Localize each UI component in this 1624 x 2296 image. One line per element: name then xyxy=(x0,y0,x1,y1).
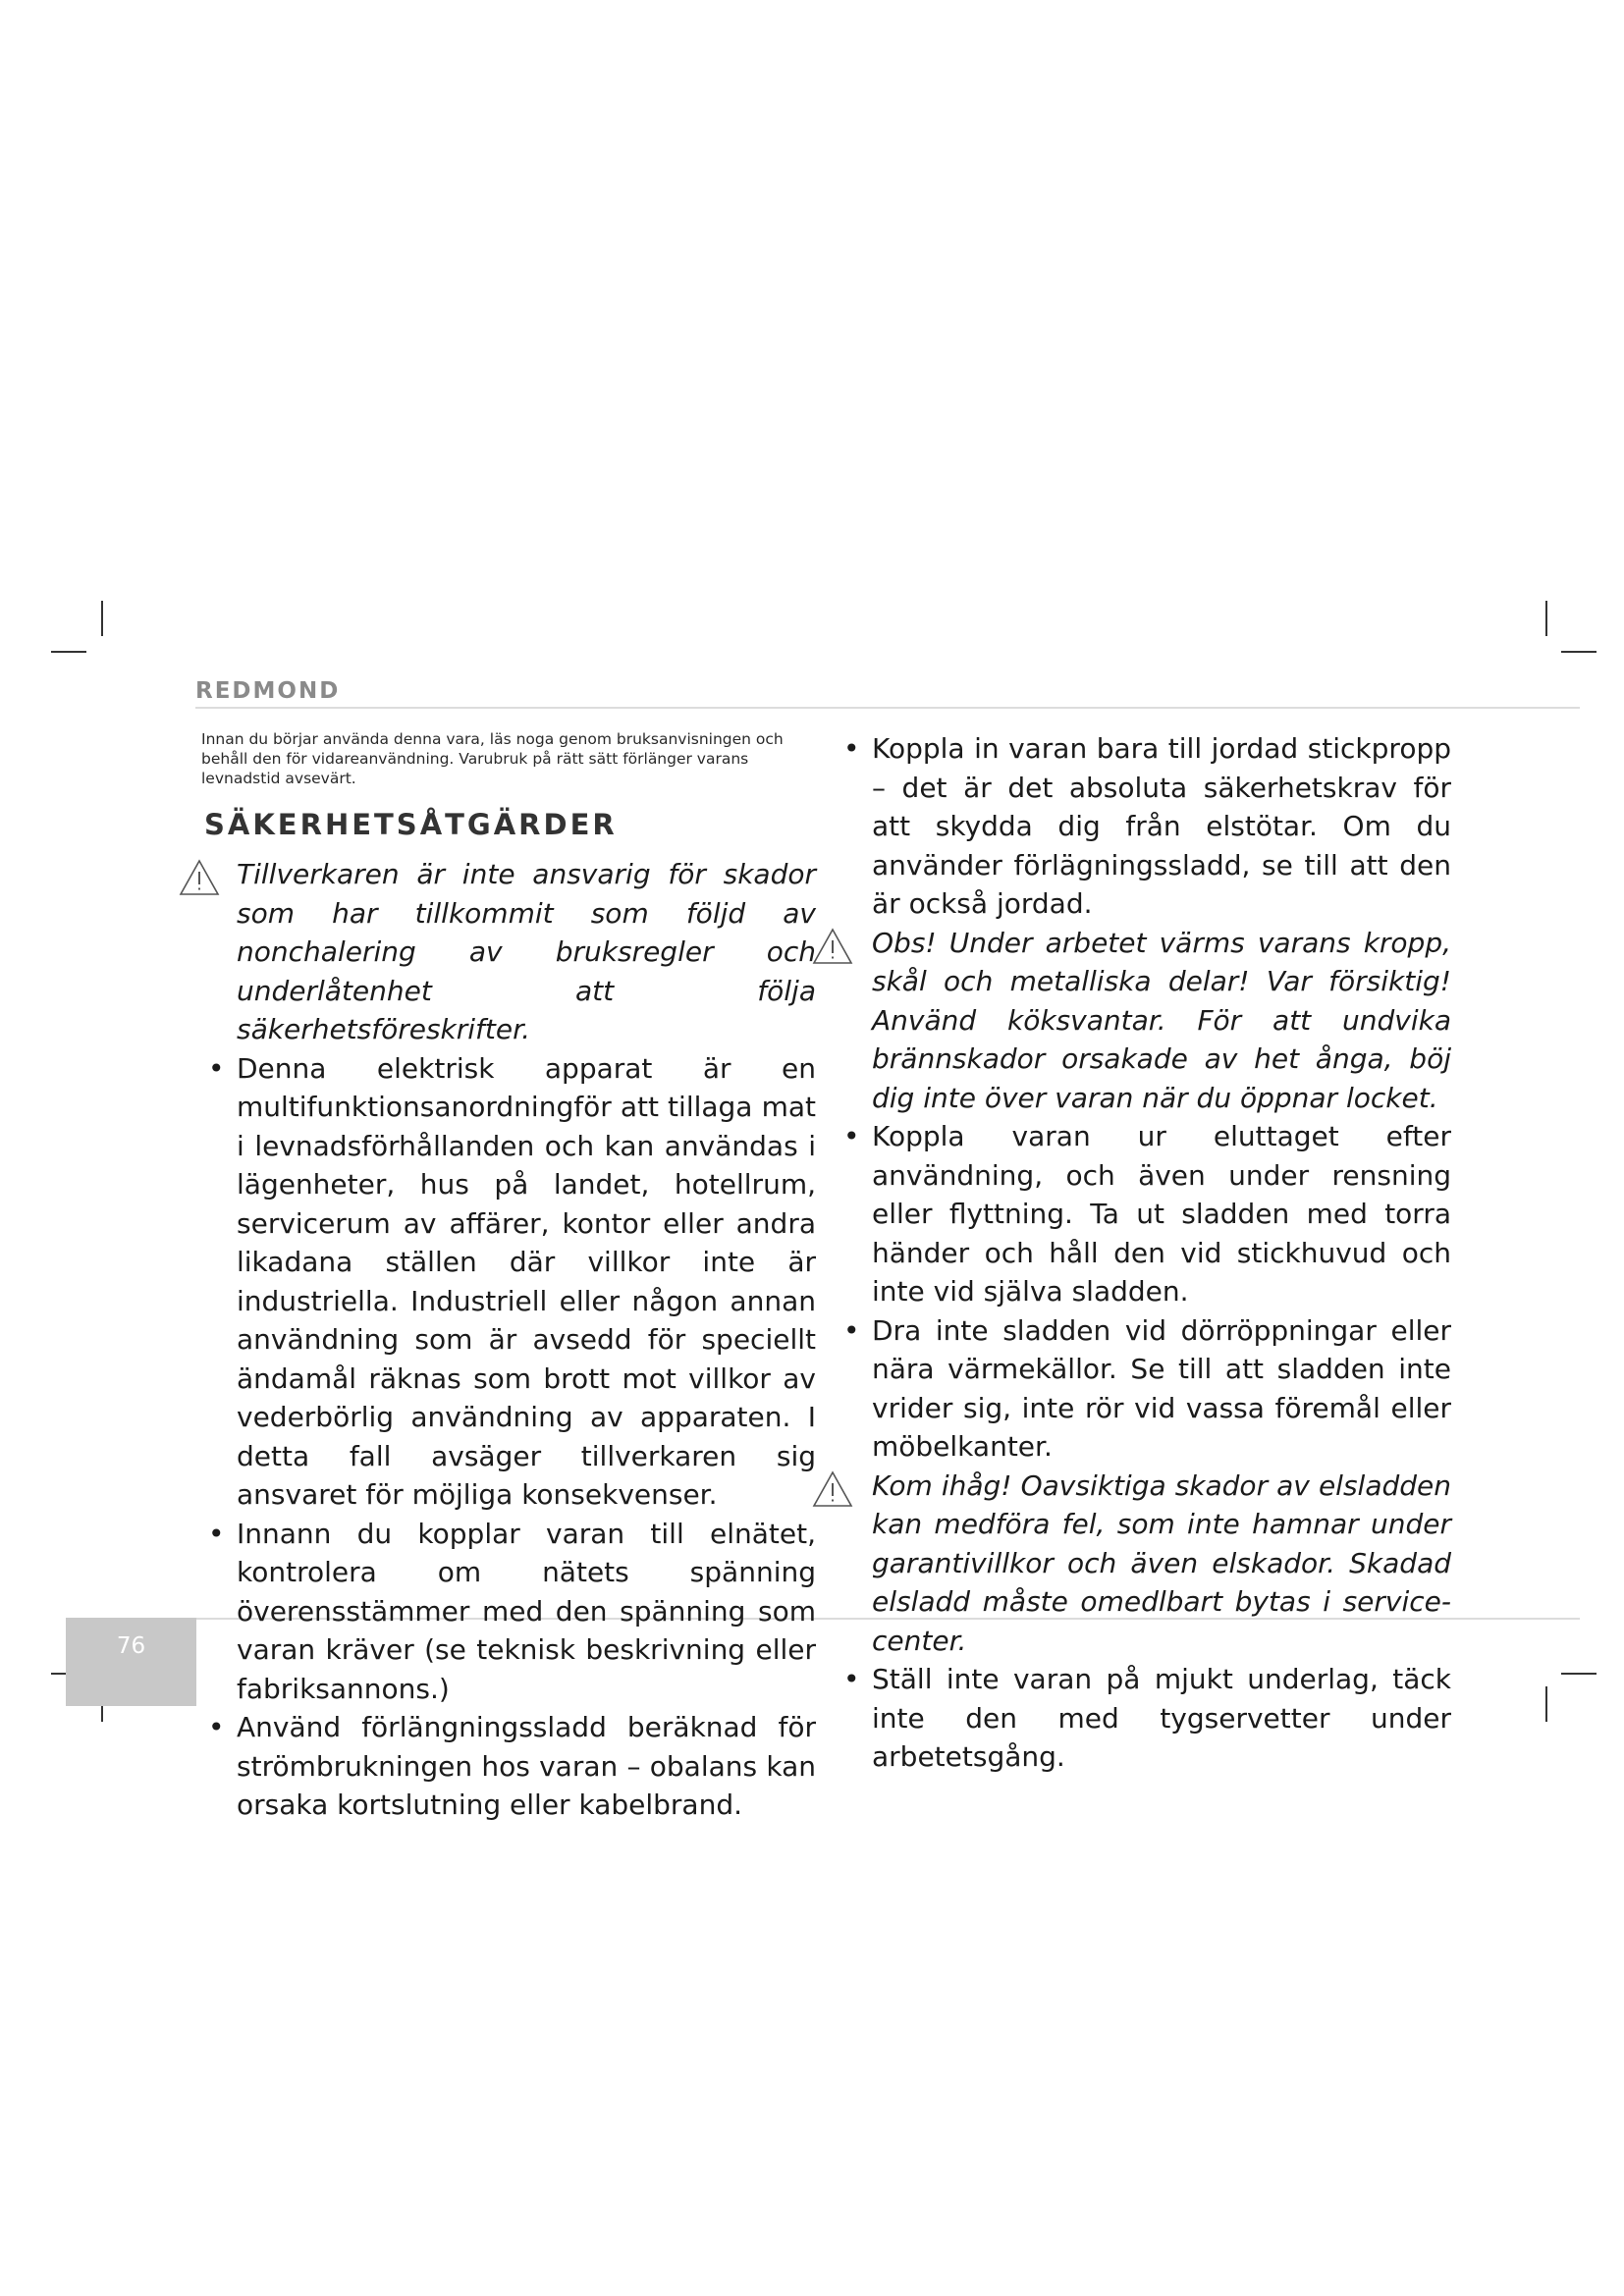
page-number-tab xyxy=(66,1618,196,1706)
header-divider xyxy=(195,707,1580,709)
warning-icon xyxy=(811,926,854,969)
warning-item xyxy=(195,855,816,1049)
crop-mark xyxy=(51,651,86,653)
bullet-item xyxy=(831,729,1451,924)
crop-mark xyxy=(1561,651,1597,653)
item-text: Denna elektrisk apparat är en multifunktionsanordningför att tillaga mat i levnadsförhållanden och kan användas i lägenheter, hus på landet, hotellrum, servicerum av affärer, kontor eller andra likadana ställen där villkor inte är industriella. Industriell eller någon annan användning som är avsedd för speciellt ändamål räknas som brott mot villkor av vederbörlig användning av apparaten. I detta fall avsäger tillverkaren sig ansvaret för möjliga konsekvenser. xyxy=(237,1051,816,1511)
warning-icon xyxy=(811,1468,854,1512)
item-text: Innann du kopplar varan till elnätet, kontrolera om nätets spänning överensstämmer med den spänning som varan kräver (se teknisk beskrivning eller fabriksannons.) xyxy=(237,1517,816,1705)
bullet-marker: • xyxy=(843,1120,860,1152)
crop-mark xyxy=(1561,1673,1597,1675)
bullet-item xyxy=(831,1660,1451,1777)
item-text: Obs! Under arbetet värms varans kropp, skål och metalliska delar! Var försiktig! Använd köksvantar. För att undvika brännskador orsakade av het ånga, böj dig inte över varan när du öppnar locket. xyxy=(872,926,1451,1114)
item-text: Kom ihåg! Oavsiktiga skador av elsladden kan medföra fel, som inte hamnar under garantivillkor och även elskador. Skadad elsladd måste omedlbart bytas i service-center. xyxy=(872,1468,1451,1657)
bullet-marker: • xyxy=(208,1711,225,1743)
item-text: Ställ inte varan på mjukt underlag, täck inte den med tygservetter under arbetetsgång. xyxy=(872,1663,1451,1773)
bullet-marker: • xyxy=(208,1517,225,1550)
bullet-item xyxy=(195,1049,816,1515)
crop-mark xyxy=(101,601,103,636)
intro-text: Innan du börjar använda denna vara, läs noga genom bruksanvisningen och behåll den för vidareanvändning. Varubruk på rätt sätt förlänger varans levnadstid avsevärt. xyxy=(201,730,784,787)
bullet-marker: • xyxy=(843,1663,860,1695)
section-title: SÄKERHETSÅTGÄRDER xyxy=(204,808,618,841)
warning-icon xyxy=(178,857,221,900)
brand-logo: REDMOND xyxy=(195,678,341,704)
right-column xyxy=(831,729,1451,1777)
item-text: Dra inte sladden vid dörröppningar eller nära värmekällor. Se till att sladden inte vrider sig, inte rör vid vassa föremål eller möbelkanter. xyxy=(872,1313,1451,1463)
bullet-item xyxy=(831,1311,1451,1467)
crop-mark xyxy=(1545,1686,1547,1722)
warning-item xyxy=(831,924,1451,1118)
item-text: Koppla in varan bara till jordad stickpropp – det är det absoluta säkerhetskrav för att skydda dig från elstötar. Om du använder förlägningssladd, se till att den är också jordad. xyxy=(872,732,1451,920)
bullet-marker: • xyxy=(843,1313,860,1347)
bullet-item xyxy=(195,1515,816,1709)
left-column xyxy=(195,729,816,1825)
bullet-item xyxy=(831,1117,1451,1311)
item-text: Tillverkaren är inte ansvarig för skador som har tillkommit som följd av nonchalering av bruksregler och underlåtenhet att följa säkerhetsföreskrifter. xyxy=(237,858,816,1045)
bullet-marker: • xyxy=(208,1051,225,1085)
crop-mark xyxy=(1545,601,1547,636)
bullet-marker: • xyxy=(843,732,860,765)
right-list xyxy=(831,729,1451,1777)
item-text: Koppla varan ur eluttaget efter användning, och även under rensning eller flyttning. Ta ut sladden med torra händer och håll den vid stickhuvud och inte vid själva sladden. xyxy=(872,1120,1451,1308)
left-list xyxy=(195,855,816,1825)
item-text: Använd förlängningssladd beräknad för strömbrukningen hos varan – obalans kan orsaka kortslutning eller kabelbrand. xyxy=(237,1711,816,1821)
page-number: 76 xyxy=(116,1633,146,1659)
bullet-item xyxy=(195,1708,816,1825)
warning-item xyxy=(831,1467,1451,1661)
